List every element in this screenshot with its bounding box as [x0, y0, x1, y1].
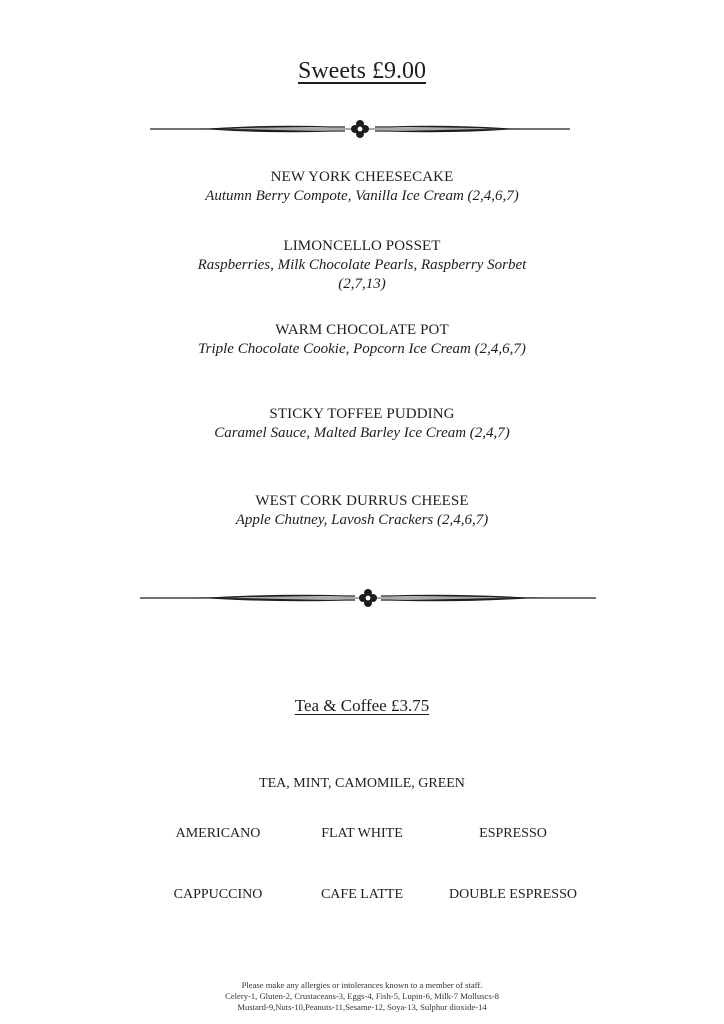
dish-name: STICKY TOFFEE PUDDING	[269, 406, 455, 422]
dish-description: Autumn Berry Compote, Vanilla Ice Cream (2,4,6,7)	[205, 188, 519, 204]
dish-name: LIMONCELLO POSSET	[283, 238, 441, 254]
allergen-footer	[0, 980, 724, 1013]
allergen-list: Celery-1, Gluten-2, Crustaceans-3, Eggs-4, Fish-5, Lupin-6, Milk-7 Molluscs-8	[225, 991, 499, 1001]
drink-item: CAFE LATTE	[320, 887, 404, 902]
flourish-divider-icon	[150, 119, 570, 139]
dish-description: Triple Chocolate Cookie, Popcorn Ice Cream (2,4,6,7)	[198, 341, 526, 357]
dish-name: WARM CHOCOLATE POT	[275, 322, 449, 338]
allergy-notice: Please make any allergies or intolerances known to a member of staff.	[241, 980, 483, 990]
sweets-section-title	[0, 58, 724, 85]
dish-name: WEST CORK DURRUS CHEESE	[255, 493, 469, 509]
sweets-title: Sweets £9.00	[298, 58, 426, 84]
dish-description: Caramel Sauce, Malted Barley Ice Cream (2,4,7)	[214, 425, 510, 441]
drink-item: AMERICANO	[175, 826, 261, 841]
drink-item: ESPRESSO	[479, 826, 547, 841]
allergen-list: Mustard-9,Nuts-10,Peanuts-11,Sesame-12, Soya-13, Sulphur dioxide-14	[237, 1002, 487, 1012]
dish-item	[0, 405, 724, 443]
dish-description: Raspberries, Milk Chocolate Pearls, Raspberry Sorbet	[197, 257, 527, 273]
dish-allergens: (2,7,13)	[338, 276, 386, 292]
drinks-title: Tea & Coffee £3.75	[294, 696, 430, 715]
tea-options: TEA, MINT, CAMOMILE, GREEN	[259, 776, 465, 791]
drink-item: FLAT WHITE	[321, 826, 403, 841]
dish-description: Apple Chutney, Lavosh Crackers (2,4,6,7)	[235, 512, 489, 528]
dish-item	[0, 321, 724, 359]
drink-item: DOUBLE ESPRESSO	[449, 887, 577, 902]
dish-item	[0, 168, 724, 206]
drinks-section-title	[0, 696, 724, 716]
dish-item	[0, 237, 724, 294]
tea-list	[0, 776, 724, 792]
drink-item: CAPPUCCINO	[173, 887, 263, 902]
dish-name: NEW YORK CHEESECAKE	[270, 169, 454, 185]
flourish-divider-icon	[140, 588, 596, 608]
dish-item	[0, 492, 724, 530]
